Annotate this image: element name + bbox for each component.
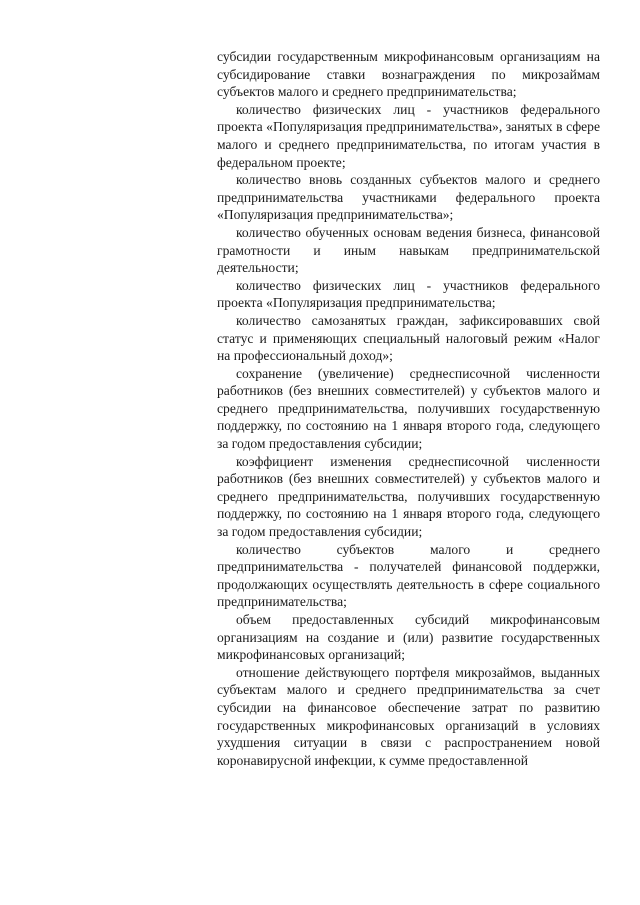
paragraph: количество вновь созданных субъектов малого и среднего предпринимательства участниками федерального проекта «Популяризация предпринимательства»; xyxy=(217,172,600,223)
paragraph: объем предоставленных субсидий микрофинансовым организациям на создание и (или) развитие государственных микрофинансовых организаций; xyxy=(217,612,600,663)
paragraph: субсидии государственным микрофинансовым организациям на субсидирование ставки вознаграждения по микрозаймам субъектов малого и среднего предпринимательства; xyxy=(217,49,600,100)
paragraph: отношение действующего портфеля микрозаймов, выданных субъектам малого и среднего предпринимательства за счет субсидии на финансовое обеспечение затрат по развитию государственных микрофинансовых организаций в условиях ухудшения ситуации в связи с распространением новой коронавирусной инфекции, к сумме предоставленной xyxy=(217,664,600,768)
paragraph: коэффициент изменения среднесписочной численности работников (без внешних совместителей) у субъектов малого и среднего предпринимательства, получивших государственную поддержку, по состоянию на 1 января второго года, следующего за годом предоставления субсидии; xyxy=(217,453,600,540)
paragraph: количество самозанятых граждан, зафиксировавших свой статус и применяющих специальный налоговый режим «Налог на профессиональный доход»; xyxy=(217,312,600,364)
document-body xyxy=(217,48,600,769)
paragraph: количество физических лиц - участников федерального проекта «Популяризация предпринимательства; xyxy=(217,277,600,311)
paragraph: количество субъектов малого и среднего предпринимательства - получателей финансовой поддержки, продолжающих осуществлять деятельность в сфере социального предпринимательства; xyxy=(217,541,600,610)
paragraph: количество обученных основам ведения бизнеса, финансовой грамотности и иным навыкам предпринимательской деятельности; xyxy=(217,224,600,276)
paragraph: количество физических лиц - участников федерального проекта «Популяризация предпринимательства», занятых в сфере малого и среднего предпринимательства, по итогам участия в федеральном проекте; xyxy=(217,101,600,170)
paragraph: сохранение (увеличение) среднесписочной численности работников (без внешних совместителей) у субъектов малого и среднего предпринимательства, получивших государственную поддержку, по состоянию на 1 января второго года, следующего за годом предоставления субсидии; xyxy=(217,365,600,452)
